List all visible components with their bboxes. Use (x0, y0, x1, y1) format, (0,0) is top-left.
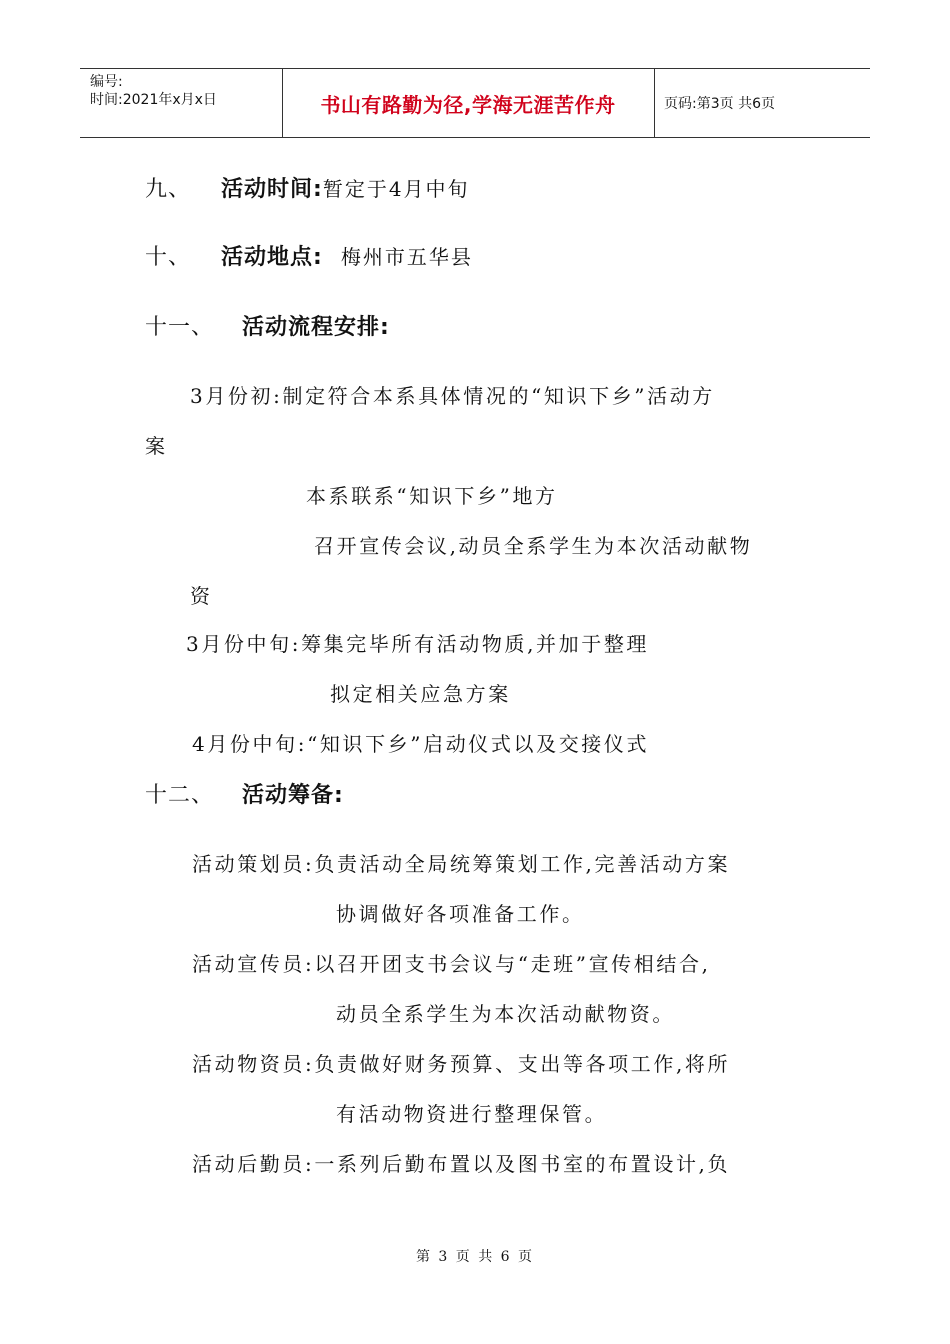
doc-number-label: 编号: (90, 74, 123, 90)
section-number: 十二、 (145, 783, 215, 808)
section-number: 十一、 (145, 315, 215, 340)
flow-line: 本系联系“知识下乡”地方 (306, 484, 558, 508)
flow-line: 召开宣传会议,动员全系学生为本次活动献物 (314, 534, 753, 558)
section-value: 暂定于4月中旬 (322, 177, 470, 201)
section-activity-time (145, 172, 470, 203)
prep-role-line: 活动宣传员:以召开团支书会议与“走班”宣传相结合, (192, 952, 711, 976)
flow-line: 资 (190, 584, 213, 608)
prep-role-line: 有活动物资进行整理保管。 (336, 1102, 608, 1126)
section-number: 十、 (145, 245, 192, 270)
header-meta (90, 73, 217, 109)
header-page-info: 页码:第3页 共6页 (664, 96, 775, 112)
prep-role-line: 动员全系学生为本次活动献物资。 (336, 1002, 675, 1026)
section-value: 梅州市五华县 (340, 245, 473, 269)
section-label: 活动时间: (221, 177, 323, 202)
section-label: 活动流程安排: (242, 315, 390, 340)
section-activity-flow (145, 310, 390, 341)
header-motto: 书山有路勤为径,学海无涯苦作舟 (320, 92, 616, 117)
prep-role-line: 活动策划员:负责活动全局统筹策划工作,完善活动方案 (192, 852, 731, 876)
section-activity-prep (145, 778, 344, 809)
prep-role-line: 活动后勤员:一系列后勤布置以及图书室的布置设计,负 (192, 1152, 731, 1176)
doc-time-label: 时间:2021年x月x日 (90, 92, 217, 108)
prep-role-line: 协调做好各项准备工作。 (336, 902, 585, 926)
section-label: 活动地点: (221, 245, 323, 270)
flow-line: 3月份初:制定符合本系具体情况的“知识下乡”活动方 (190, 384, 715, 408)
flow-line: 拟定相关应急方案 (330, 682, 511, 706)
page-header (80, 68, 870, 138)
flow-line: 3月份中旬:筹集完毕所有活动物质,并加于整理 (186, 632, 650, 656)
page-footer: 第 3 页 共 6 页 (415, 1249, 535, 1265)
section-number: 九、 (145, 177, 192, 202)
prep-role-line: 活动物资员:负责做好财务预算、支出等各项工作,将所 (192, 1052, 731, 1076)
flow-line: 4月份中旬:“知识下乡”启动仪式以及交接仪式 (192, 732, 650, 756)
flow-line: 案 (145, 434, 168, 458)
section-label: 活动筹备: (242, 783, 344, 808)
section-activity-location (145, 240, 473, 271)
header-divider (654, 69, 655, 137)
